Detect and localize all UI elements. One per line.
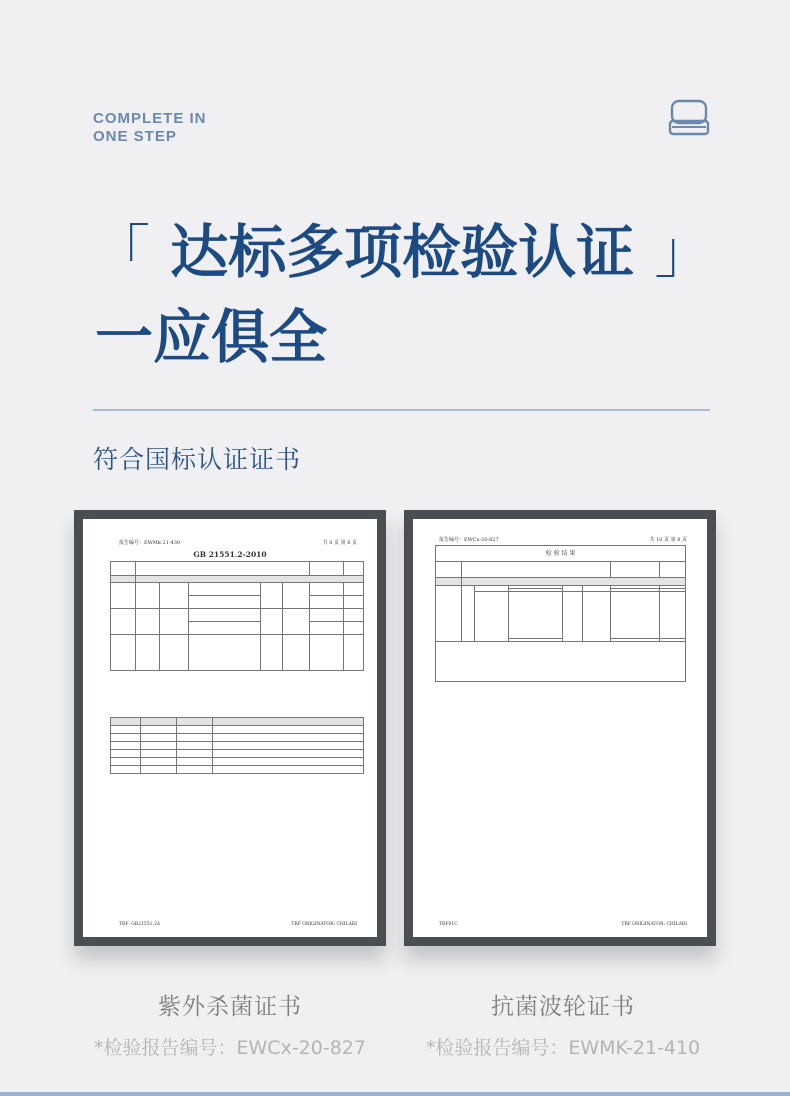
headline-line2: 一应俱全 xyxy=(95,303,328,371)
certificate-document-uv xyxy=(83,519,377,937)
doc-footer-right: TRF ORIGINATOR: CHILARI xyxy=(621,922,687,927)
doc-title: 检 验 结 果 xyxy=(436,546,686,562)
tagline-line2: ONE STEP xyxy=(93,128,177,145)
doc-page-label: 共 8 页 第 6 页 xyxy=(322,540,357,546)
report-number-antibacterial: *检验报告编号：EWMK-21-410 xyxy=(425,1037,701,1059)
headline-line1: 达标多项检验认证 xyxy=(150,218,655,286)
headline-open-bracket: 「 xyxy=(92,218,151,286)
report-number-uv: *检验报告编号：EWCx-20-827 xyxy=(94,1037,366,1059)
doc-report-label: 报告编号：EWMk-21-430 xyxy=(119,540,181,546)
doc-footer-left: TRF: GB21551.2A xyxy=(119,922,161,927)
doc-footer xyxy=(119,922,357,927)
doc-title: GB 21551.2-2010 xyxy=(193,550,267,559)
doc-grade-table xyxy=(110,717,364,774)
doc-table xyxy=(435,545,686,682)
doc-header xyxy=(439,536,687,543)
headline-close-bracket: 」 xyxy=(654,218,713,286)
caption-uv-certificate: 紫外杀菌证书 xyxy=(158,994,302,1020)
subhead: 符合国标认证证书 xyxy=(93,445,302,474)
caption-antibacterial-certificate: 抗菌波轮证书 xyxy=(491,994,635,1020)
certificate-frame-uv xyxy=(74,510,386,946)
headline xyxy=(92,212,712,377)
divider xyxy=(93,409,710,411)
doc-footer-right: TRF ORIGINATOR: CHILARI xyxy=(291,922,357,927)
certificate-frame-antibacterial xyxy=(404,510,716,946)
certificate-document-antibacterial xyxy=(413,519,707,937)
tagline xyxy=(93,110,207,146)
doc-footer-left: TRF01C xyxy=(439,922,458,927)
bottom-accent-line xyxy=(0,1092,790,1096)
doc-page-label: 共 10 页 第 8 页 xyxy=(649,537,687,543)
doc-footer xyxy=(439,922,687,927)
case-icon xyxy=(668,99,710,137)
doc-table xyxy=(110,561,364,671)
doc-report-label: 报告编号：EWCx-20-827 xyxy=(439,537,499,543)
doc-header xyxy=(119,539,357,546)
tagline-line1: COMPLETE IN xyxy=(93,110,207,127)
